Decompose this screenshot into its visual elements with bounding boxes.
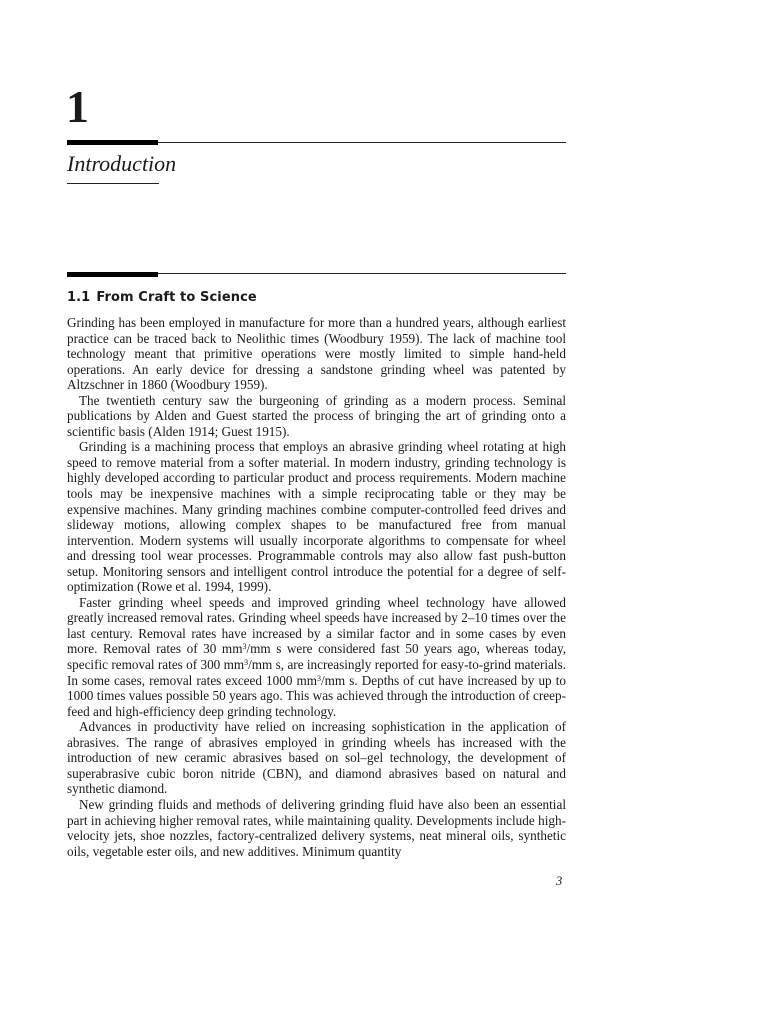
page-number: 3 <box>556 874 563 888</box>
section-number: 1.1 <box>67 290 91 305</box>
chapter-top-rule <box>158 142 566 143</box>
superscript: 3 <box>242 642 247 652</box>
chapter-thick-rule <box>67 140 158 145</box>
paragraph: The twentieth century saw the burgeoning of grinding as a modern process. Seminal publications by Alden and Guest started the process of bringing the art of grinding onto a scientific basis (Alden 1914; Guest 1915). <box>67 392 566 439</box>
section-thick-rule <box>67 272 158 277</box>
title-underline <box>67 183 159 184</box>
section-title: From Craft to Science <box>96 290 257 305</box>
superscript: 3 <box>317 673 321 683</box>
section-heading <box>67 290 257 305</box>
chapter-title: Introduction <box>67 151 177 176</box>
text-run: /mm s. Depths of cut have increased by up to 1000 times values possible 50 years ago. This was achieved through the introduction of creep-feed and high-efficiency deep grinding technology. <box>67 672 566 719</box>
body-text <box>67 315 566 859</box>
paragraph: Advances in productivity have relied on increasing sophistication in the application of abrasives. The range of abrasives employed in grinding wheels has increased with the introduction of new ceramic abrasives based on sol–gel technology, the development of superabrasive cubic boron nitride (CBN), and diamond abrasives based on natural and synthetic diamond. <box>67 719 566 797</box>
paragraph: New grinding fluids and methods of delivering grinding fluid have also been an essential part in achieving higher removal rates, while maintaining quality. Developments include high-velocity jets, shoe nozzles, factory-centralized delivery systems, neat mineral oils, synthetic oils, vegetable ester oils, and new additives. Minimum quantity <box>67 796 566 859</box>
chapter-number: 1 <box>66 81 89 132</box>
paragraph <box>67 595 566 719</box>
text-run: /mm s were considered fast 50 years ago, whereas today, specific removal rates of 300 mm <box>67 641 566 673</box>
text-run: /mm s, are increasingly reported for easy-to-grind materials. In some cases, removal rates exceed 1000 mm <box>67 657 566 688</box>
text-run: Faster grinding wheel speeds and improved grinding wheel technology have allowed greatly increased removal rates. Grinding wheel speeds have increased by 2–10 times over the last century. Removal rates have increased by a similar factor and in some cases by even more. Removal rates of 30 mm <box>67 594 566 657</box>
paragraph: Grinding is a machining process that employs an abrasive grinding wheel rotating at high speed to remove material from a softer material. In modern industry, grinding technology is highly developed according to particular product and process requirements. Modern machine tools may be inexpensive machines with a simple reciprocating table or they may be expensive machines. Many grinding machines combine computer-controlled feed drives and slideway motions, allowing complex shapes to be manufactured free from manual intervention. Modern systems will usually incorporate algorithms to compensate for wheel and dressing tool wear processes. Programmable controls may also allow fast push-button setup. Monitoring sensors and intelligent control introduce the potential for a degree of self-optimization (Rowe et al. 1994, 1999). <box>67 439 566 595</box>
section-top-rule <box>158 273 566 274</box>
superscript: 3 <box>244 658 249 668</box>
paragraph: Grinding has been employed in manufacture for more than a hundred years, although earliest practice can be traced back to Neolithic times (Woodbury 1959). The lack of machine tool technology meant that primitive operations were mostly limited to simple hand-held operations. An early device for dressing a sandstone grinding wheel was patented by Altzschner in 1860 (Woodbury 1959). <box>67 315 566 393</box>
